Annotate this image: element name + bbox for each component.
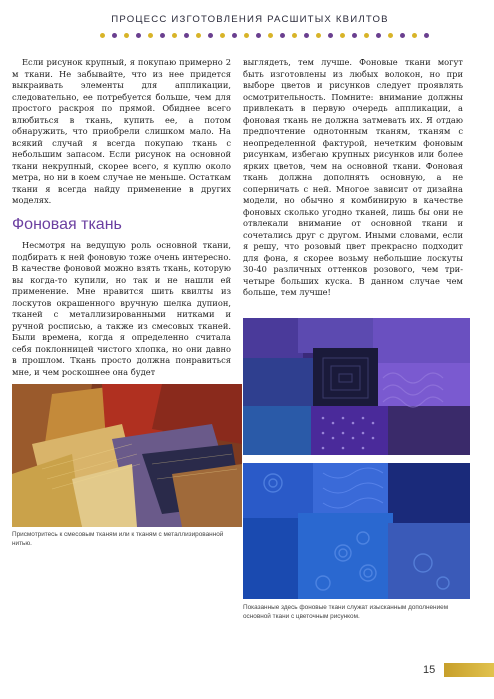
fabrics-photo-illustration xyxy=(12,384,242,527)
section-heading-background-fabric: Фоновая ткань xyxy=(12,216,122,233)
photo-mixed-fabrics xyxy=(12,384,242,527)
caption-background-fabrics: Показанные здесь фоновые ткани служат изысканным дополнением основной ткани с цветочным рисунком. xyxy=(243,604,449,620)
footer-gold-bar xyxy=(444,663,494,677)
caption-mixed-fabrics: Присмотритесь к смесовым тканям или к тканям с металлизированной нитью. xyxy=(12,531,224,547)
photo-purple-background-fabrics xyxy=(243,318,470,455)
photo-blue-background-fabrics xyxy=(243,463,470,599)
page-header xyxy=(0,0,494,48)
left-column-text xyxy=(12,57,231,207)
paragraph-background-choice: выглядеть, тем лучше. Фоновые ткани могут быть изготовлены из любых волокон, но при выборе цветов и рисунков следует проявлять осмотрительность. Помните: внимание должны привлекать в первую очередь аппликации, а фоновая ткань не должна затмевать их. Я отдаю предпочтение однотонным тканям, тканям с неопределенной фактурой, нечетким фоновым рисункам, избегаю крупных рисунков или более ярких цветов, чем на основной ткани. Фоновая ткань должна дополнять основную, а не соперничать с ней. Многое зависит от дизайна модели, но обычно я комбинирую в качестве фоновых сколько угодно тканей, лишь бы они не отвлекали внимание от основной ткани и сочетались друг с другом. Иными словами, если я решу, что розовый цвет прекрасно подходит для фона, я скорее возьму небольшие лоскуты 30-40 различных оттенков розового, чем три-четыре больших куска. В данном случае чем больше, тем лучше! xyxy=(243,57,463,297)
blue-fabrics-illustration xyxy=(243,463,470,599)
page-number: 15 xyxy=(423,664,436,676)
left-column-text-2 xyxy=(12,240,231,378)
purple-fabrics-illustration xyxy=(243,318,470,455)
running-header-title: ПРОЦЕСС ИЗГОТОВЛЕНИЯ РАСШИТЫХ КВИЛТОВ xyxy=(111,14,389,25)
paragraph-fabric-amount: Если рисунок крупный, я покупаю примерно 2 м ткани. Не забывайте, что из нее придется выкраивать элементы для аппликации, следовательно, ее потребуется больше, чем для простого раскроя по прямой. Обиднее всего влюбиться в ткань, купить ее, а потом обнаружить, что приобрели слишком мало. На всякий случай я всегда покупаю ткань с небольшим запасом. Если рисунок на основной ткани некрупный, скорее всего, я куплю около метра, но ни в коем случае не меньше. Остаткам ткани я всегда найду применение в других моделях. xyxy=(12,57,231,205)
right-column-text xyxy=(243,57,463,299)
header-dot-ornament xyxy=(100,33,429,38)
paragraph-background-fabric: Несмотря на ведущую роль основной ткани, подбирать к ней фоновую тоже очень интересно. В качестве фоновой можно взять ткань, которую вы когда-то купили, но так и не нашли ей применение. Мне нравится шить квилты из лоскутов окрашенного вручную шелка дупион, тканей с металлизированными нитками и ручной росписью, а также из смесовых тканей. Были времена, когда я определенно считала себя поклонницей чистого хлопка, но они давно в прошлом. Ткань просто должна понравиться мне, и чем роскошнее она будет xyxy=(12,240,231,377)
